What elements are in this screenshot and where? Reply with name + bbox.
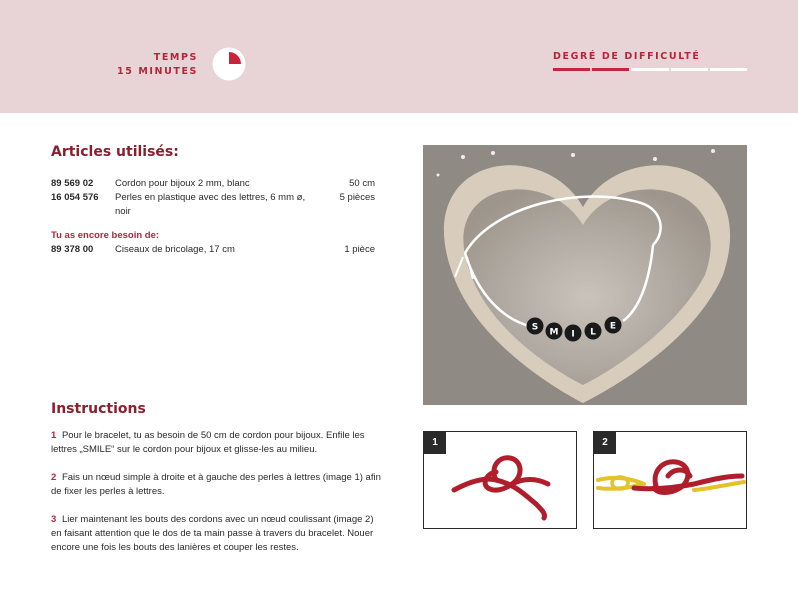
item-quantity: 1 pièce [344, 244, 375, 255]
material-row [51, 243, 375, 257]
instruction-step [51, 429, 381, 457]
difficulty-bar-empty [671, 68, 708, 71]
clock-icon [212, 47, 246, 81]
bead-letter: M [549, 327, 559, 338]
materials-list [51, 177, 375, 257]
item-quantity: 50 cm [349, 178, 375, 189]
bead-letter: S [531, 322, 539, 333]
sliding-knot-illustration [594, 432, 746, 528]
step-number: 2 [51, 472, 57, 483]
instruction-step [51, 513, 381, 555]
material-row [51, 177, 375, 191]
instructions-title: Instructions [51, 401, 146, 417]
step-text: Pour le bracelet, tu as besoin de 50 cm de cordon pour bijoux. Enfile les lettres „SMILE“ sur le cordon pour bijoux et glisse-les au milieu. [51, 430, 365, 455]
step-image-1 [423, 431, 577, 529]
item-number: 89 569 02 [51, 178, 94, 189]
bead-letter: I [571, 329, 575, 340]
time-value: 15 MINUTES [117, 66, 198, 77]
bead-letter: L [590, 327, 596, 338]
overhand-knot-illustration [424, 432, 576, 528]
difficulty-bar-filled [553, 68, 590, 71]
step-image-2 [593, 431, 747, 529]
material-row [51, 191, 375, 219]
item-number: 16 054 576 [51, 192, 99, 203]
time-info [117, 51, 198, 79]
instruction-step [51, 471, 381, 499]
materials-title: Articles utilisés: [51, 144, 179, 160]
also-needed-title: Tu as encore besoin de: [51, 230, 160, 241]
time-label: TEMPS [153, 52, 198, 63]
step-text: Fais un nœud simple à droite et à gauche des perles à lettres (image 1) afin de fixer les perles à lettres. [51, 472, 381, 497]
item-description: Cordon pour bijoux 2 mm, blanc [115, 178, 250, 189]
difficulty-bar-filled [592, 68, 629, 71]
difficulty-label: DEGRÉ DE DIFFICULTÉ [553, 51, 701, 62]
item-number: 89 378 00 [51, 244, 94, 255]
difficulty-indicator [553, 51, 747, 71]
step-number: 3 [51, 514, 57, 525]
item-description: Ciseaux de bricolage, 17 cm [115, 244, 235, 255]
image-number: 2 [594, 432, 616, 454]
bead-letter: E [609, 321, 617, 332]
header-band [0, 0, 798, 113]
item-quantity: 5 pièces [339, 192, 375, 203]
step-number: 1 [51, 430, 57, 441]
difficulty-bar-empty [631, 68, 668, 71]
step-text: Lier maintenant les bouts des cordons avec un nœud coulissant (image 2) en faisant attention que le dos de ta main passe à travers du bracelet. Nouer encore une fois les bouts des lanières et couper les restes. [51, 514, 374, 553]
item-description: Perles en plastique avec des lettres, 6 mm ø, noir [115, 192, 306, 217]
instructions-list [51, 429, 381, 569]
image-number: 1 [424, 432, 446, 454]
bracelet-photo [423, 145, 747, 405]
difficulty-bar-empty [710, 68, 747, 71]
difficulty-bars [553, 68, 747, 71]
